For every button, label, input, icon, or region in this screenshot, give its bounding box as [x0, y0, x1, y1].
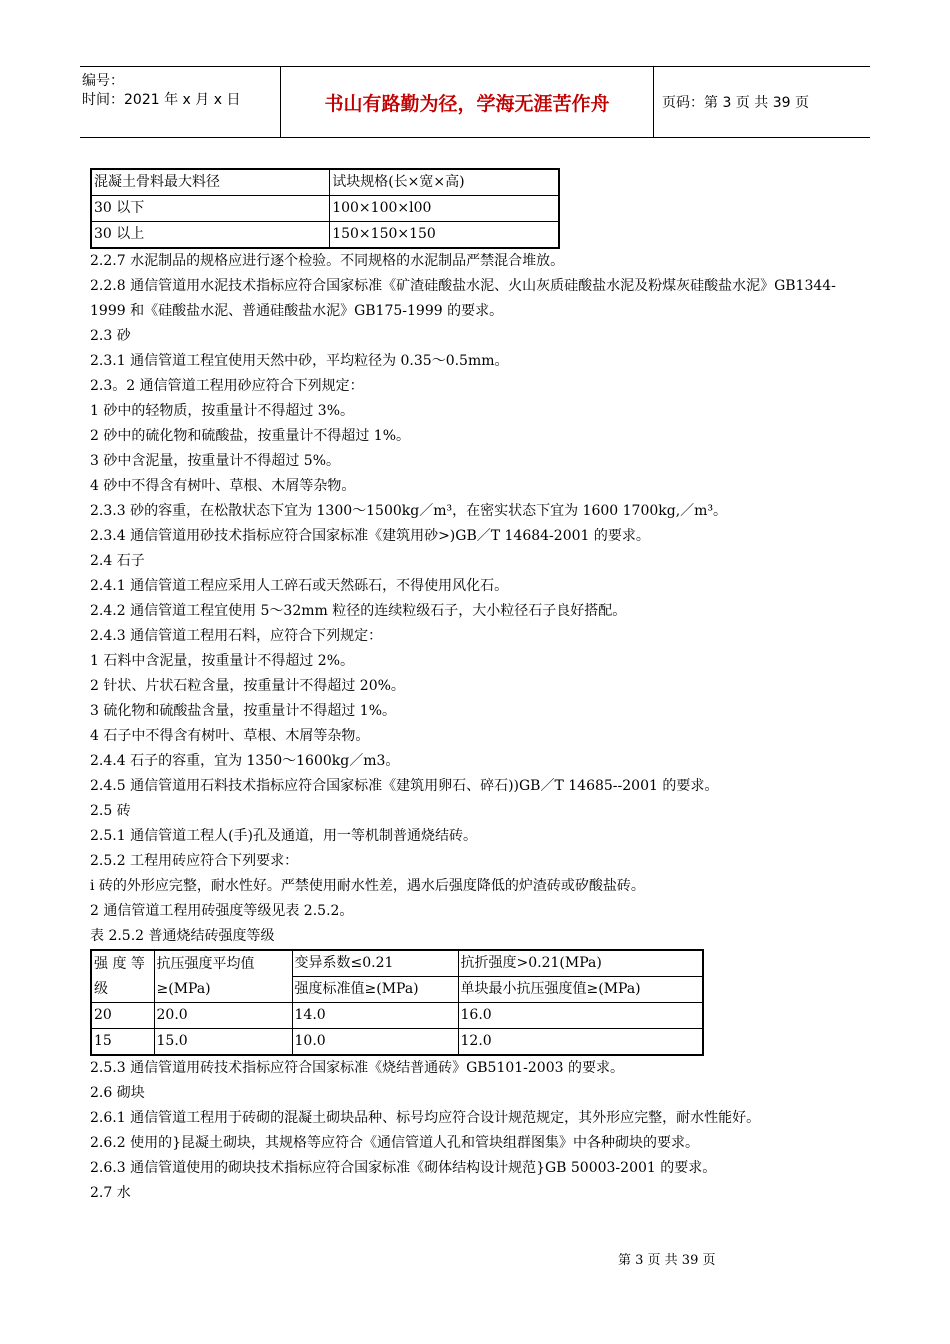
paragraph: 2.3.1 通信管道工程宜使用天然中砂，平均粒径为 0.35～0.5mm。 [90, 353, 509, 369]
paragraph: 2 通信管道工程用砖强度等级见表 2.5.2。 [90, 903, 354, 919]
header-meta [80, 67, 281, 137]
table-header-standard-value: 强度标准值≥(MPa) [292, 977, 458, 1003]
table-row [91, 1003, 703, 1029]
table-cell: 150×150×150 [330, 222, 559, 249]
paragraph: 3 砂中含泥量，按重量计不得超过 5%。 [90, 453, 341, 469]
paragraph: 2.5.2 工程用砖应符合下列要求： [90, 853, 299, 869]
table-cell: 混凝土骨料最大料径 [91, 169, 330, 196]
table-header-flexural: 抗折强度>0.21(MPa) [458, 950, 703, 977]
brick-strength-table [90, 949, 704, 1056]
table-row [91, 169, 559, 196]
paragraph: 1 石料中含泥量，按重量计不得超过 2%。 [90, 653, 355, 669]
paragraph: 2.6 砌块 [90, 1085, 145, 1101]
table-cell: 14.0 [292, 1003, 458, 1029]
document-number-label: 编号： [82, 73, 124, 89]
paragraph: i 砖的外形应完整，耐水性好。严禁使用耐水性差，遇水后强度降低的炉渣砖或矽酸盐砖。 [90, 878, 645, 894]
paragraph: 2.6.3 通信管道使用的砌块技术指标应符合国家标准《砌体结构设计规范}GB 50003-2001 的要求。 [90, 1160, 717, 1176]
table-cell: 30 以上 [91, 222, 330, 249]
paragraph: 3 硫化物和硫酸盐含量，按重量计不得超过 1%。 [90, 703, 397, 719]
paragraph: 2.4.1 通信管道工程应采用人工碎石或天然砾石，不得使用风化石。 [90, 578, 509, 594]
paragraph: 2.3 砂 [90, 328, 131, 344]
paragraph: 2.3.4 通信管道用砂技术指标应符合国家标准《建筑用砂>)GB／T 14684-2001 的要求。 [90, 528, 650, 544]
table-cell: 20 [91, 1003, 154, 1029]
table-row [91, 1029, 703, 1056]
paragraph: 2.5.3 通信管道用砖技术指标应符合国家标准《烧结普通砖》GB5101-2003 的要求。 [90, 1060, 624, 1076]
paragraph: 2.4.2 通信管道工程宜使用 5～32mm 粒径的连续粒级石子，大小粒径石子良好搭配。 [90, 603, 627, 619]
table-cell: 15.0 [154, 1029, 292, 1056]
table-header-compressive: 抗压强度平均值≥(MPa) [154, 950, 292, 1003]
table-header-min-value: 单块最小抗压强度值≥(MPa) [458, 977, 703, 1003]
paragraph: 2.2.8 通信管道用水泥技术指标应符合国家标准《矿渣硅酸盐水泥、火山灰质硅酸盐水泥及粉煤灰硅酸盐水泥》GB1344-1999 和《硅酸盐水泥、普通硅酸盐水泥》GB175-1999 的要求。 [90, 278, 836, 319]
table-row [91, 222, 559, 249]
table-cell: 16.0 [458, 1003, 703, 1029]
footer-page-number: 第 3 页 共 39 页 [618, 1253, 716, 1268]
table-header-variation: 变异系数≤0.21 [292, 950, 458, 977]
paragraph: 2.7 水 [90, 1185, 131, 1201]
table-header-grade: 强 度 等级 [91, 950, 154, 1003]
paragraph: 2 针状、片状石粒含量，按重量计不得超过 20%。 [90, 678, 405, 694]
paragraph: 2.5.1 通信管道工程人(手)孔及通道，用一等机制普通烧结砖。 [90, 828, 477, 844]
aggregate-size-table [90, 168, 560, 249]
paragraph: 2 砂中的硫化物和硫酸盐，按重量计不得超过 1%。 [90, 428, 411, 444]
table-cell: 12.0 [458, 1029, 703, 1056]
paragraph-group-b [90, 1056, 865, 1206]
table-cell: 100×100×l00 [330, 196, 559, 222]
paragraph: 表 2.5.2 普通烧结砖强度等级 [90, 928, 275, 944]
table-cell: 30 以下 [91, 196, 330, 222]
paragraph: 1 砂中的轻物质，按重量计不得超过 3%。 [90, 403, 355, 419]
paragraph: 2.4.4 石子的容重，宜为 1350～1600kg／m3。 [90, 753, 400, 769]
paragraph: 2.4.3 通信管道工程用石料，应符合下列规定： [90, 628, 383, 644]
paragraph: 2.4.5 通信管道用石料技术指标应符合国家标准《建筑用卵石、碎石))GB／T 14685--2001 的要求。 [90, 778, 719, 794]
table-cell: 20.0 [154, 1003, 292, 1029]
paragraph: 2.4 石子 [90, 553, 145, 569]
paragraph: 4 石子中不得含有树叶、草根、木屑等杂物。 [90, 728, 370, 744]
table-row [91, 196, 559, 222]
header-page-info: 页码：第 3 页 共 39 页 [662, 95, 809, 111]
paragraph: 2.2.7 水泥制品的规格应进行逐个检验。不同规格的水泥制品严禁混合堆放。 [90, 253, 565, 269]
table-cell: 试块规格(长×宽×高) [330, 169, 559, 196]
header-motto: 书山有路勤为径，学海无涯苦作舟 [281, 67, 654, 137]
table-cell: 15 [91, 1029, 154, 1056]
paragraph-group-a [90, 249, 865, 949]
paragraph: 2.3.3 砂的容重，在松散状态下宜为 1300～1500kg／m³，在密实状态下宜为 1600 1700kg,／m³。 [90, 503, 728, 519]
paragraph: 2.6.2 使用的}昆凝土砌块，其规格等应符合《通信管道人孔和管块组群图集》中各种砌块的要求。 [90, 1135, 699, 1151]
document-time-label: 时间：2021 年 x 月 x 日 [82, 92, 241, 108]
page-header [80, 66, 870, 138]
table-cell: 10.0 [292, 1029, 458, 1056]
paragraph: 2.5 砖 [90, 803, 131, 819]
document-body [90, 168, 865, 1206]
paragraph: 2.6.1 通信管道工程用于砖砌的混凝土砌块品种、标号均应符合设计规范规定，其外形应完整，耐水性能好。 [90, 1110, 761, 1126]
paragraph: 4 砂中不得含有树叶、草根、木屑等杂物。 [90, 478, 356, 494]
paragraph: 2.3。2 通信管道工程用砂应符合下列规定： [90, 378, 364, 394]
